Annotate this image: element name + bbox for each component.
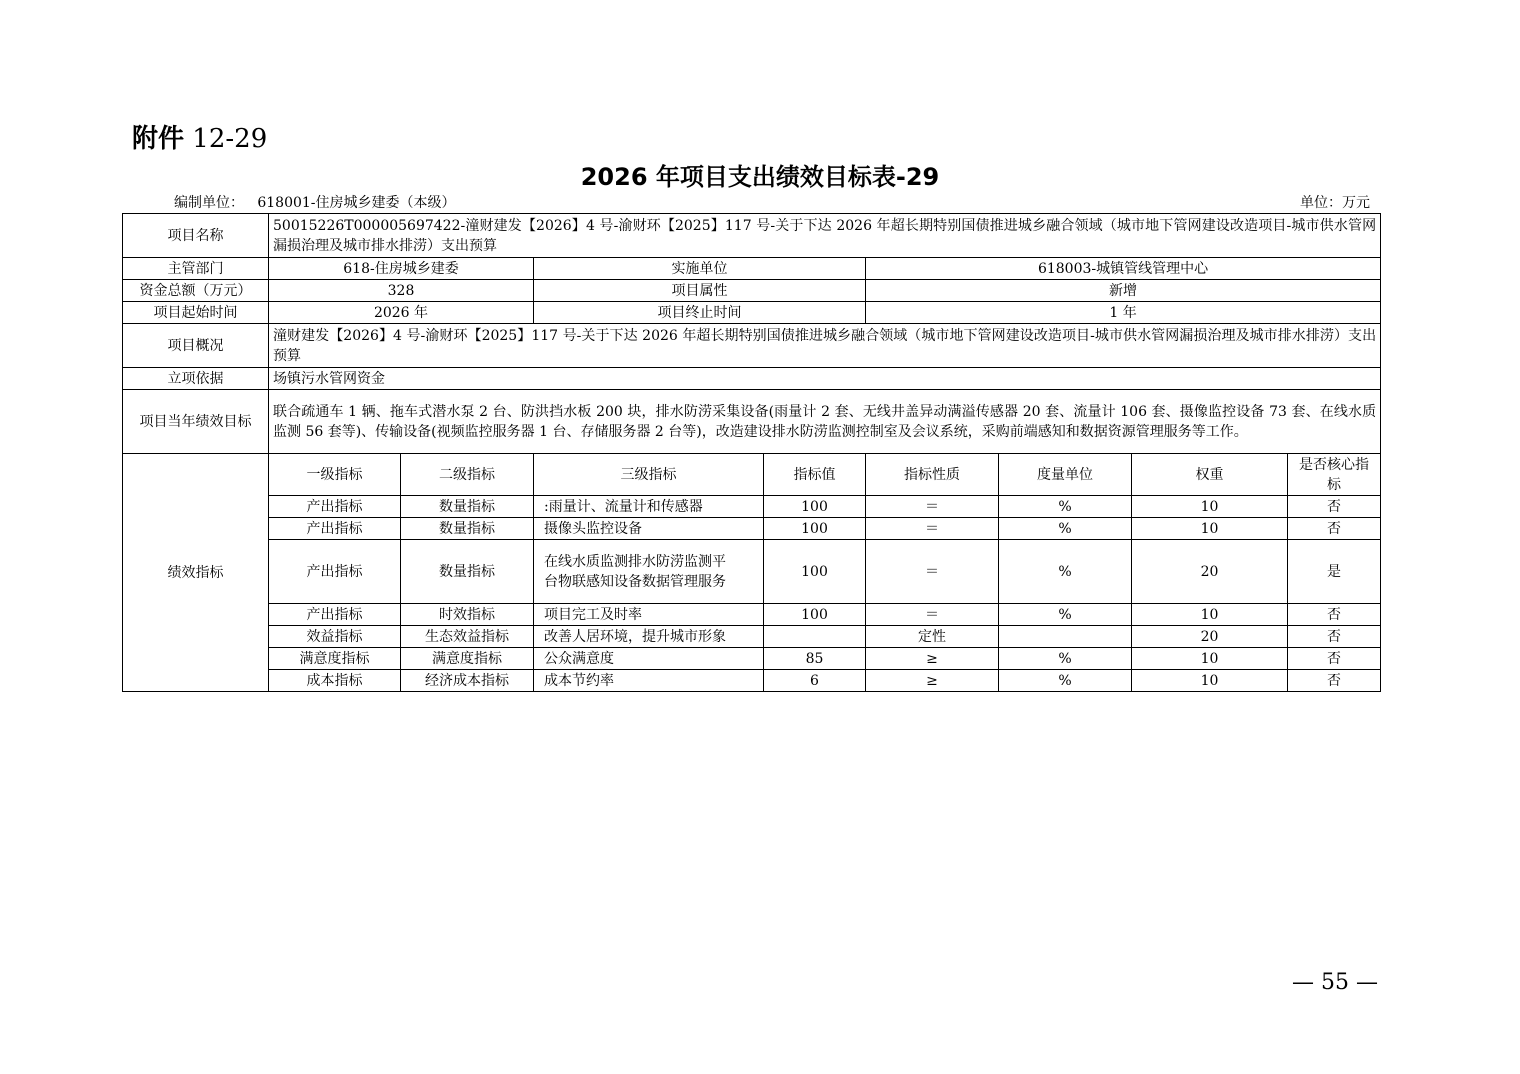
header-level2: 二级指标 — [401, 454, 534, 496]
cell-weight: 10 — [1132, 670, 1288, 692]
cell-nature: ≥ — [866, 648, 999, 670]
cell-unit: % — [999, 540, 1132, 604]
cell-value: 6 — [764, 670, 866, 692]
cell-core: 否 — [1288, 626, 1381, 648]
cell-value: 100 — [764, 496, 866, 518]
table-row — [123, 670, 1381, 692]
cell-level1: 产出指标 — [269, 518, 401, 540]
cell-value: 85 — [764, 648, 866, 670]
table-row — [123, 518, 1381, 540]
row-funds — [123, 280, 1381, 302]
cell-unit: % — [999, 670, 1132, 692]
table-row — [123, 496, 1381, 518]
table-row — [123, 604, 1381, 626]
cell-level3: :雨量计、流量计和传感器 — [534, 496, 764, 518]
cell-weight: 10 — [1132, 518, 1288, 540]
attr-value: 新增 — [866, 280, 1381, 302]
cell-level1: 产出指标 — [269, 540, 401, 604]
compiling-unit: 编制单位： 618001-住房城乡建委（本级） — [174, 195, 456, 211]
impl-label: 实施单位 — [534, 258, 866, 280]
cell-level1: 成本指标 — [269, 670, 401, 692]
cell-level3: 在线水质监测排水防涝监测平台物联感知设备数据管理服务 — [534, 540, 764, 604]
meta-row — [122, 192, 1380, 212]
performance-table — [122, 213, 1381, 692]
basis-value: 场镇污水管网资金 — [269, 368, 1381, 390]
cell-level3: 改善人居环境，提升城市形象 — [534, 626, 764, 648]
cell-core: 是 — [1288, 540, 1381, 604]
table-row — [123, 626, 1381, 648]
start-value: 2026 年 — [269, 302, 534, 324]
cell-weight: 10 — [1132, 648, 1288, 670]
attachment-number: 12-29 — [192, 124, 268, 154]
indicator-header-row — [123, 454, 1381, 496]
cell-value: 100 — [764, 604, 866, 626]
cell-level2: 数量指标 — [401, 518, 534, 540]
cell-core: 否 — [1288, 670, 1381, 692]
header-nature: 指标性质 — [866, 454, 999, 496]
cell-value: 100 — [764, 518, 866, 540]
cell-level2: 时效指标 — [401, 604, 534, 626]
dept-value: 618-住房城乡建委 — [269, 258, 534, 280]
cell-level3: 项目完工及时率 — [534, 604, 764, 626]
currency-unit: 单位：万元 — [1300, 195, 1370, 211]
funds-value: 328 — [269, 280, 534, 302]
cell-core: 否 — [1288, 518, 1381, 540]
table-row — [123, 540, 1381, 604]
header-level3: 三级指标 — [534, 454, 764, 496]
project-name-label: 项目名称 — [123, 214, 269, 258]
goal-label: 项目当年绩效目标 — [123, 390, 269, 454]
cell-nature: ＝ — [866, 540, 999, 604]
project-name-value: 50015226T000005697422-潼财建发【2026】4 号-渝财环【2025】117 号-关于下达 2026 年超长期特别国债推进城乡融合领域（城市地下管网建设改造项目-城市供水管网漏损治理及城市排水排涝）支出预算 — [269, 214, 1381, 258]
cell-weight: 10 — [1132, 604, 1288, 626]
cell-level2: 满意度指标 — [401, 648, 534, 670]
cell-value — [764, 626, 866, 648]
cell-level3: 摄像头监控设备 — [534, 518, 764, 540]
cell-level1: 满意度指标 — [269, 648, 401, 670]
cell-level3: 成本节约率 — [534, 670, 764, 692]
cell-nature: 定性 — [866, 626, 999, 648]
attachment-heading — [132, 118, 267, 155]
cell-level1: 产出指标 — [269, 496, 401, 518]
header-unit: 度量单位 — [999, 454, 1132, 496]
header-value: 指标值 — [764, 454, 866, 496]
row-project-name — [123, 214, 1381, 258]
attr-label: 项目属性 — [534, 280, 866, 302]
cell-nature: ＝ — [866, 518, 999, 540]
row-department — [123, 258, 1381, 280]
impl-value: 618003-城镇管线管理中心 — [866, 258, 1381, 280]
cell-unit: % — [999, 648, 1132, 670]
row-overview — [123, 324, 1381, 368]
cell-unit: % — [999, 604, 1132, 626]
cell-core: 否 — [1288, 648, 1381, 670]
header-level1: 一级指标 — [269, 454, 401, 496]
end-label: 项目终止时间 — [534, 302, 866, 324]
goal-value: 联合疏通车 1 辆、拖车式潜水泵 2 台、防洪挡水板 200 块，排水防涝采集设备(雨量计 2 套、无线井盖异动满溢传感器 20 套、流量计 106 套、摄像监控设备 73 套、在线水质监测 56 套等)、传输设备(视频监控服务器 1 台、存储服务器 2 台等)，改造建设排水防涝监测控制室及会议系统，采购前端感知和数据资源管理服务等工作。 — [269, 390, 1381, 454]
cell-weight: 20 — [1132, 626, 1288, 648]
cell-unit: % — [999, 496, 1132, 518]
overview-value: 潼财建发【2026】4 号-渝财环【2025】117 号-关于下达 2026 年超长期特别国债推进城乡融合领域（城市地下管网建设改造项目-城市供水管网漏损治理及城市排水排涝）支出预算 — [269, 324, 1381, 368]
cell-weight: 10 — [1132, 496, 1288, 518]
cell-level1: 效益指标 — [269, 626, 401, 648]
cell-weight: 20 — [1132, 540, 1288, 604]
cell-nature: ＝ — [866, 496, 999, 518]
page-number: — 55 — — [1292, 970, 1378, 995]
header-weight: 权重 — [1132, 454, 1288, 496]
cell-value: 100 — [764, 540, 866, 604]
cell-core: 否 — [1288, 496, 1381, 518]
cell-nature: ≥ — [866, 670, 999, 692]
row-period — [123, 302, 1381, 324]
document-title: 2026 年项目支出绩效目标表-29 — [580, 163, 940, 191]
start-label: 项目起始时间 — [123, 302, 269, 324]
cell-level3: 公众满意度 — [534, 648, 764, 670]
cell-nature: ＝ — [866, 604, 999, 626]
overview-label: 项目概况 — [123, 324, 269, 368]
funds-label: 资金总额（万元） — [123, 280, 269, 302]
basis-label: 立项依据 — [123, 368, 269, 390]
table-row — [123, 648, 1381, 670]
cell-unit — [999, 626, 1132, 648]
cell-level2: 数量指标 — [401, 496, 534, 518]
cell-level2: 经济成本指标 — [401, 670, 534, 692]
cell-unit: % — [999, 518, 1132, 540]
row-annual-goal — [123, 390, 1381, 454]
cell-level1: 产出指标 — [269, 604, 401, 626]
end-value: 1 年 — [866, 302, 1381, 324]
cell-level2: 数量指标 — [401, 540, 534, 604]
cell-core: 否 — [1288, 604, 1381, 626]
indicator-section — [123, 454, 1381, 692]
row-basis — [123, 368, 1381, 390]
indicator-section-label: 绩效指标 — [123, 454, 269, 692]
attachment-label: 附件 — [132, 124, 185, 154]
header-core: 是否核心指标 — [1288, 454, 1381, 496]
dept-label: 主管部门 — [123, 258, 269, 280]
cell-level2: 生态效益指标 — [401, 626, 534, 648]
